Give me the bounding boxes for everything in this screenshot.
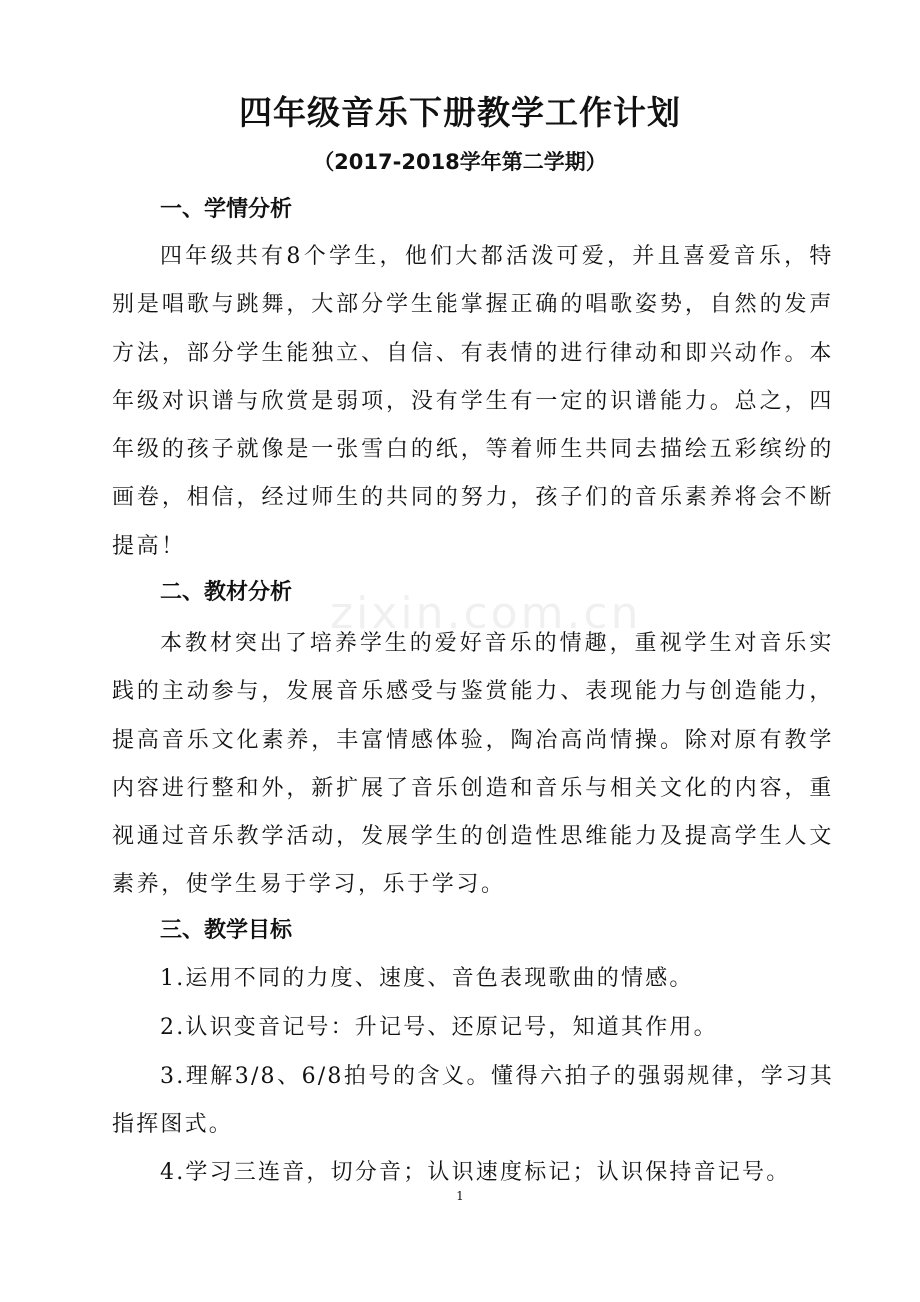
section-paragraph-textbook-analysis: 本教材突出了培养学生的爱好音乐的情趣，重视学生对音乐实践的主动参与，发展音乐感受与鉴赏能力、表现能力与创造能力，提高音乐文化素养，丰富情感体验，陶冶高尚情操。除对原有教学内容进行整和外，新扩展了音乐创造和音乐与相关文化的内容，重视通过音乐教学活动，发展学生的创造性思维能力及提高学生人文素养，使学生易于学习，乐于学习。 <box>112 631 834 898</box>
document-subtitle: （2017-2018学年第二学期） <box>313 150 607 174</box>
watermark: zixin.com.cn <box>330 588 642 639</box>
goal-item: 4.学习三连音，切分音；认识速度标记；认识保持音记号。 <box>160 1160 791 1185</box>
section-heading-student-analysis: 一、学情分析 <box>160 197 293 222</box>
document-title: 四年级音乐下册教学工作计划 <box>239 93 681 132</box>
section-heading-teaching-goals: 三、教学目标 <box>160 918 293 943</box>
goal-item: 1.运用不同的力度、速度、音色表现歌曲的情感。 <box>160 966 694 991</box>
goal-item: 2.认识变音记号：升记号、还原记号，知道其作用。 <box>160 1015 718 1040</box>
goal-item: 3.理解3/8、6/8拍号的含义。懂得六拍子的强弱规律，学习其指挥图式。 <box>112 1064 834 1138</box>
section-paragraph-student-analysis: 四年级共有8个学生，他们大都活泼可爱，并且喜爱音乐，特别是唱歌与跳舞，大部分学生能掌握正确的唱歌姿势，自然的发声方法，部分学生能独立、自信、有表情的进行律动和即兴动作。本年级对识谱与欣赏是弱项，没有学生有一定的识谱能力。总之，四年级的孩子就像是一张雪白的纸，等着师生共同去描绘五彩缤纷的画卷，相信，经过师生的共同的努力，孩子们的音乐素养将会不断提高！ <box>112 244 834 559</box>
section-heading-textbook-analysis: 二、教材分析 <box>160 580 293 605</box>
page-number: 1 <box>456 1189 464 1203</box>
